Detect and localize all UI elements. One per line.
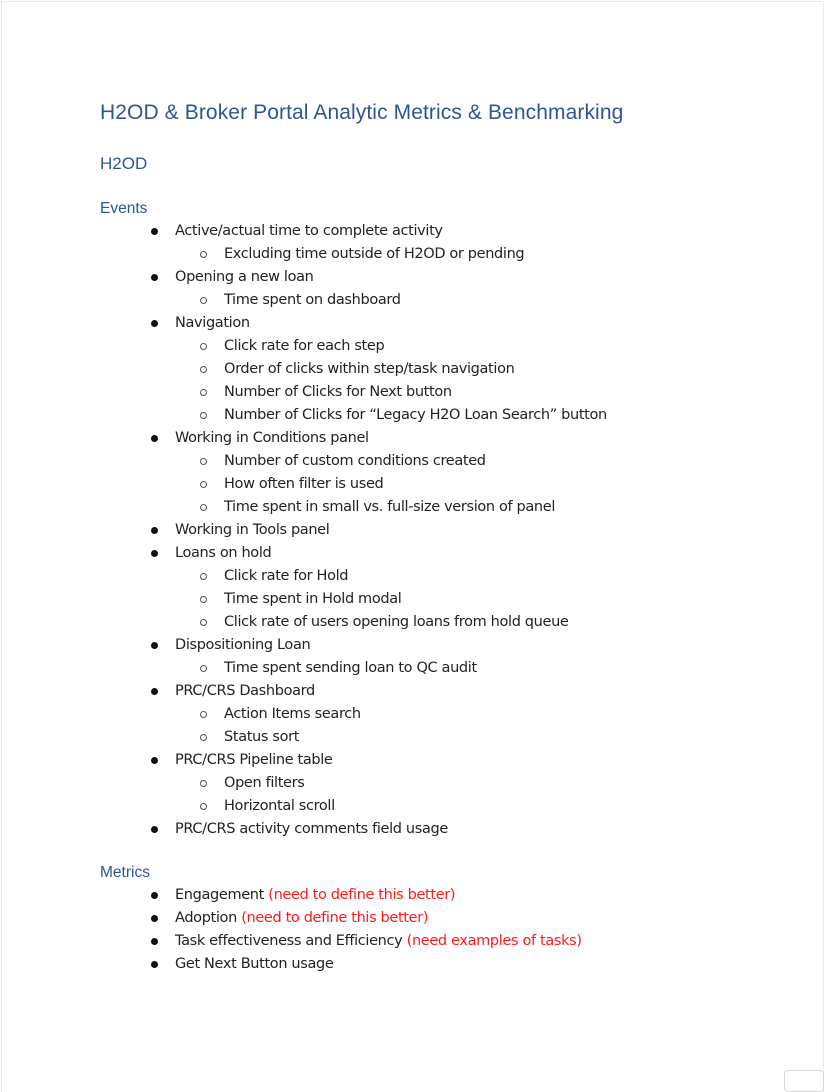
item-text: Click rate for Hold <box>224 568 349 584</box>
item-text: Status sort <box>224 729 300 745</box>
item-text: Active/actual time to complete activity <box>175 223 443 239</box>
event-item <box>2 749 607 772</box>
event-item <box>2 818 607 841</box>
item-text: Excluding time outside of H2OD or pending <box>224 246 525 262</box>
hollow-bullet-icon <box>200 504 207 511</box>
item-text: Adoption <box>175 910 237 926</box>
hollow-bullet-icon <box>200 780 207 787</box>
event-subitem <box>2 588 607 611</box>
item-text: Navigation <box>175 315 250 331</box>
event-item <box>2 427 607 450</box>
event-subitem <box>2 611 607 634</box>
document-title: H2OD & Broker Portal Analytic Metrics & Benchmarking <box>100 101 624 124</box>
item-text: Click rate for each step <box>224 338 385 354</box>
filled-bullet-icon <box>151 892 158 899</box>
event-item <box>2 634 607 657</box>
item-text: Number of custom conditions created <box>224 453 486 469</box>
filled-bullet-icon <box>151 938 158 945</box>
filled-bullet-icon <box>151 688 158 695</box>
metrics-heading: Metrics <box>100 864 150 881</box>
item-text: Time spent in small vs. full-size version of panel <box>224 499 556 515</box>
section-heading-h2od: H2OD <box>100 154 148 173</box>
item-text: PRC/CRS Pipeline table <box>175 752 333 768</box>
item-text: Loans on hold <box>175 545 272 561</box>
metric-note: (need examples of tasks) <box>406 933 582 949</box>
filled-bullet-icon <box>151 527 158 534</box>
item-text: Working in Tools panel <box>175 522 330 538</box>
hollow-bullet-icon <box>200 343 207 350</box>
hollow-bullet-icon <box>200 665 207 672</box>
filled-bullet-icon <box>151 642 158 649</box>
item-text: Number of Clicks for “Legacy H2O Loan Search” button <box>224 407 607 423</box>
event-subitem <box>2 726 607 749</box>
event-item <box>2 312 607 335</box>
event-subitem <box>2 404 607 427</box>
hollow-bullet-icon <box>200 366 207 373</box>
metric-item <box>2 953 582 976</box>
filled-bullet-icon <box>151 757 158 764</box>
event-subitem <box>2 703 607 726</box>
item-text: Dispositioning Loan <box>175 637 311 653</box>
event-item <box>2 542 607 565</box>
metric-note: (need to define this better) <box>241 910 429 926</box>
hollow-bullet-icon <box>200 803 207 810</box>
item-text: Working in Conditions panel <box>175 430 369 446</box>
filled-bullet-icon <box>151 915 158 922</box>
event-subitem <box>2 243 607 266</box>
event-subitem <box>2 289 607 312</box>
hollow-bullet-icon <box>200 481 207 488</box>
item-text: Task effectiveness and Efficiency <box>175 933 403 949</box>
hollow-bullet-icon <box>200 389 207 396</box>
item-text: Number of Clicks for Next button <box>224 384 452 400</box>
event-subitem <box>2 565 607 588</box>
filled-bullet-icon <box>151 320 158 327</box>
event-subitem <box>2 772 607 795</box>
hollow-bullet-icon <box>200 297 207 304</box>
hollow-bullet-icon <box>200 573 207 580</box>
hollow-bullet-icon <box>200 251 207 258</box>
event-subitem <box>2 335 607 358</box>
filled-bullet-icon <box>151 435 158 442</box>
event-item <box>2 519 607 542</box>
item-text: Horizontal scroll <box>224 798 335 814</box>
metric-item <box>2 884 582 907</box>
event-subitem <box>2 473 607 496</box>
events-heading: Events <box>100 200 148 217</box>
item-text: Time spent sending loan to QC audit <box>224 660 477 676</box>
filled-bullet-icon <box>151 826 158 833</box>
event-subitem <box>2 496 607 519</box>
hollow-bullet-icon <box>200 458 207 465</box>
item-text: Opening a new loan <box>175 269 314 285</box>
hollow-bullet-icon <box>200 596 207 603</box>
filled-bullet-icon <box>151 961 158 968</box>
item-text: Engagement <box>175 887 264 903</box>
filled-bullet-icon <box>151 550 158 557</box>
metric-item <box>2 930 582 953</box>
event-item <box>2 266 607 289</box>
filled-bullet-icon <box>151 228 158 235</box>
event-subitem <box>2 450 607 473</box>
metrics-list <box>2 884 582 976</box>
item-text: Get Next Button usage <box>175 956 334 972</box>
hollow-bullet-icon <box>200 412 207 419</box>
metric-item <box>2 907 582 930</box>
hollow-bullet-icon <box>200 711 207 718</box>
item-text: PRC/CRS Dashboard <box>175 683 315 699</box>
item-text: How often filter is used <box>224 476 384 492</box>
filled-bullet-icon <box>151 274 158 281</box>
item-text: Order of clicks within step/task navigation <box>224 361 515 377</box>
item-text: Open filters <box>224 775 305 791</box>
metric-note: (need to define this better) <box>268 887 456 903</box>
event-subitem <box>2 381 607 404</box>
event-item <box>2 220 607 243</box>
item-text: Time spent on dashboard <box>224 292 401 308</box>
hollow-bullet-icon <box>200 619 207 626</box>
event-subitem <box>2 358 607 381</box>
event-item <box>2 680 607 703</box>
events-list <box>2 220 607 841</box>
event-subitem <box>2 795 607 818</box>
item-text: Time spent in Hold modal <box>224 591 402 607</box>
page-corner-button[interactable] <box>784 1070 824 1092</box>
hollow-bullet-icon <box>200 734 207 741</box>
item-text: PRC/CRS activity comments field usage <box>175 821 448 837</box>
item-text: Action Items search <box>224 706 361 722</box>
event-subitem <box>2 657 607 680</box>
item-text: Click rate of users opening loans from hold queue <box>224 614 569 630</box>
document-page <box>1 1 824 1092</box>
